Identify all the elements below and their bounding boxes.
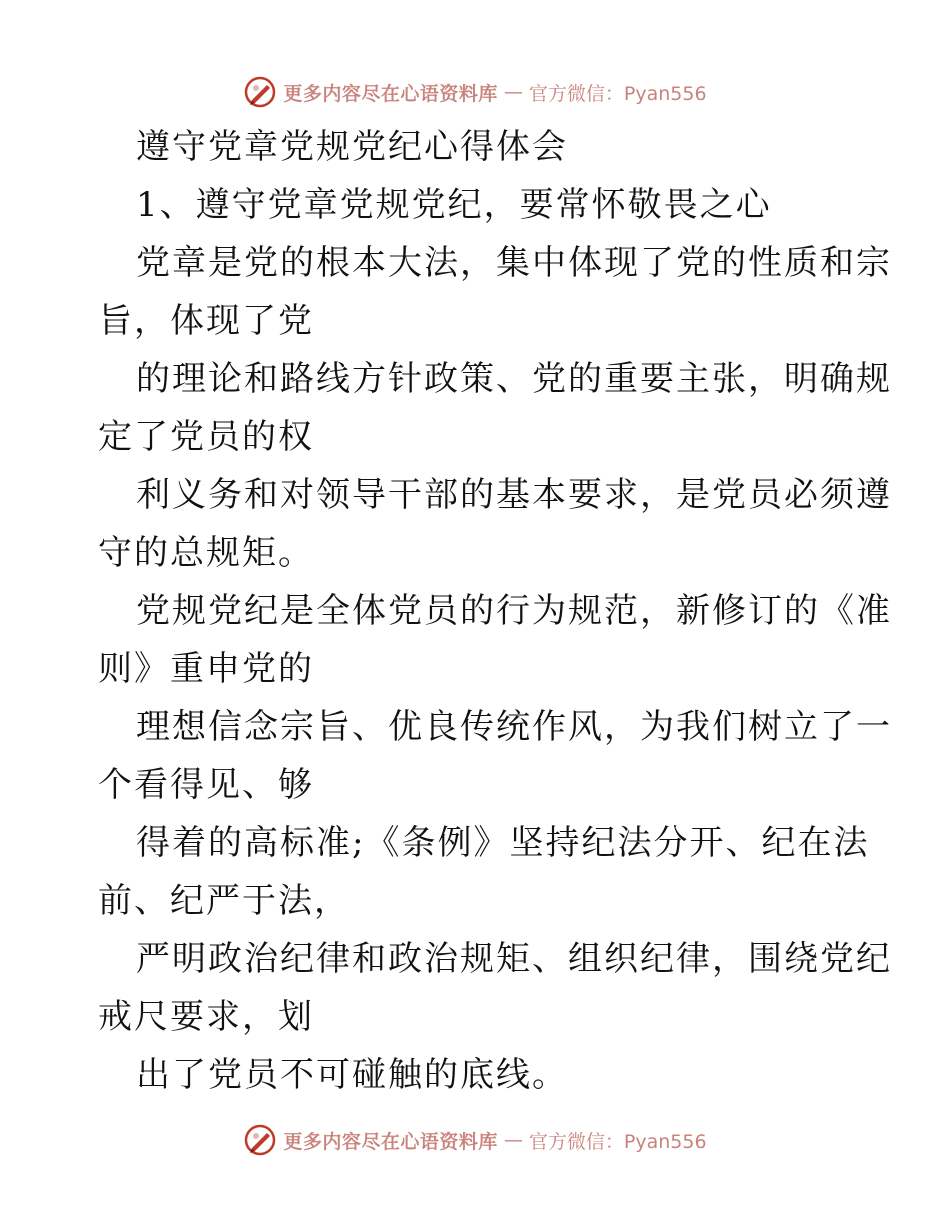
paragraph-line: 的理论和路线方针政策、党的重要主张，明确规: [136, 359, 892, 399]
pen-logo-icon: [243, 1123, 277, 1157]
paragraph-line: 个看得见、够: [98, 765, 314, 805]
document-body: [98, 118, 892, 1104]
banner-promo-text: 更多内容尽在心语资料库: [283, 1130, 498, 1153]
paragraph-line: 理想信念宗旨、优良传统作风，为我们树立了一: [136, 707, 892, 747]
footer-banner: [0, 1118, 950, 1162]
banner-separator: —: [503, 81, 523, 103]
document-title: 遵守党章党规党纪心得体会: [136, 127, 568, 167]
header-banner: [0, 70, 950, 114]
paragraph-line: 旨，体现了党: [98, 301, 314, 341]
paragraph-line: 戒尺要求，划: [98, 997, 314, 1037]
paragraph-line: 利义务和对领导干部的基本要求，是党员必须遵: [136, 475, 892, 515]
paragraph-line: 则》重申党的: [98, 649, 314, 689]
banner-wechat-id: 官方微信：Pyan556: [528, 1130, 707, 1153]
paragraph-line: 党章是党的根本大法，集中体现了党的性质和宗: [136, 243, 892, 283]
paragraph-line: 守的总规矩。: [98, 533, 314, 573]
paragraph-line: 定了党员的权: [98, 417, 314, 457]
paragraph-line: 1、遵守党章党规党纪，要常怀敬畏之心: [136, 185, 772, 225]
paragraph-line: 前、纪严于法，: [98, 881, 350, 921]
paragraph-line: 党规党纪是全体党员的行为规范，新修订的《准: [136, 591, 892, 631]
pen-logo-icon: [243, 75, 277, 109]
banner-promo-text: 更多内容尽在心语资料库: [283, 82, 498, 105]
paragraph-line: 得着的高标准;《条例》坚持纪法分开、纪在法: [136, 823, 870, 863]
banner-separator: —: [503, 1129, 523, 1151]
banner-wechat-id: 官方微信：Pyan556: [528, 82, 707, 105]
paragraph-line: 严明政治纪律和政治规矩、组织纪律，围绕党纪: [136, 939, 892, 979]
paragraph-line: 出了党员不可碰触的底线。: [136, 1055, 568, 1095]
